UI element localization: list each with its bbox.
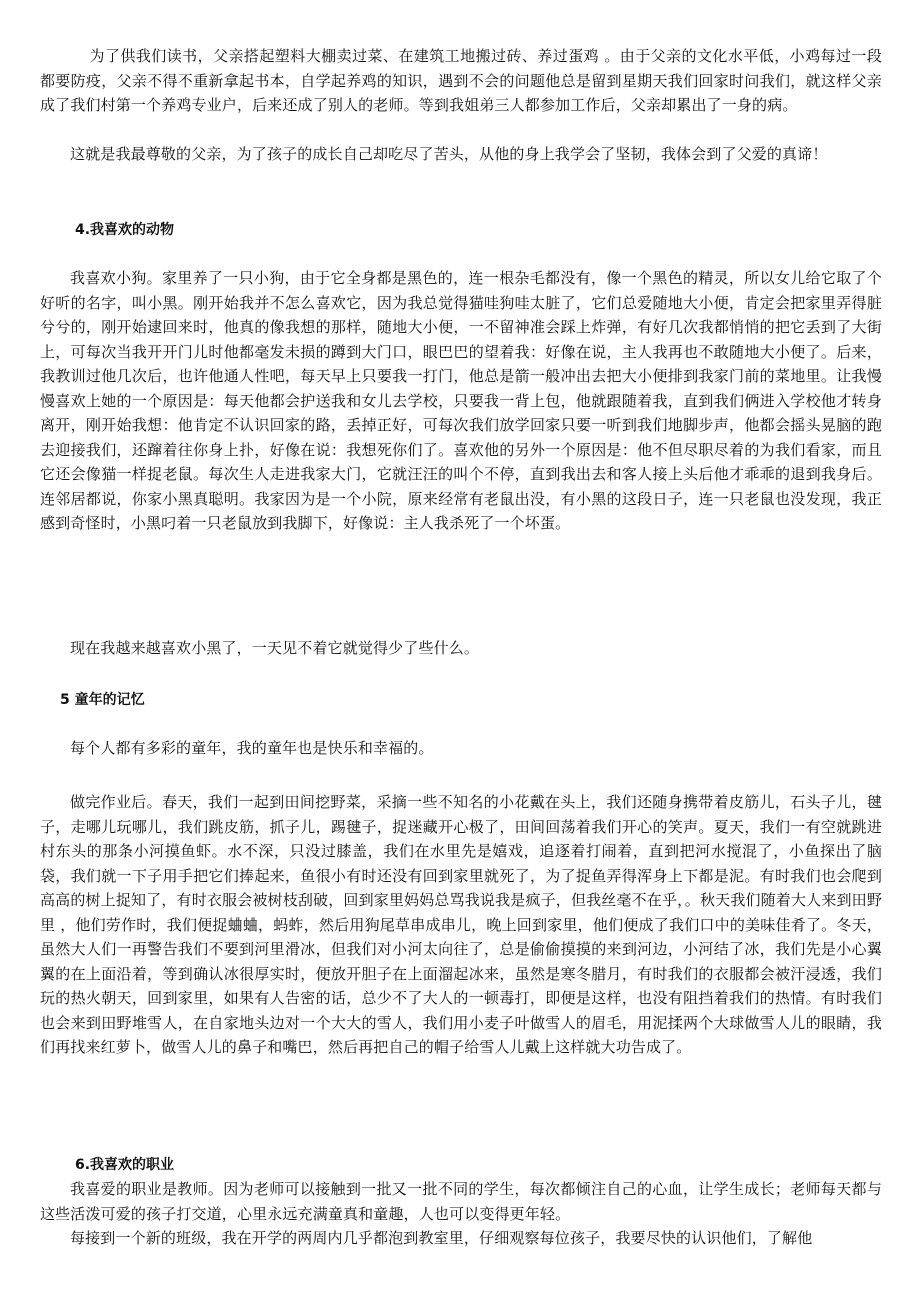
section-heading-career: 6.我喜欢的职业 (75, 1157, 175, 1173)
section-heading-animal: 4.我喜欢的动物 (75, 222, 175, 238)
career-paragraph-2: 每接到一个新的班级，我在开学的两周内几乎都泡到教室里，仔细观察每位孩子，我要尽快的认识他们，了解他 (70, 1229, 813, 1247)
father-paragraph-2: 这就是我最尊敬的父亲，为了孩子的成长自己却吃尽了苦头，从他的身上我学会了坚韧，我体会到了父爱的真谛！ (70, 145, 828, 163)
animal-paragraph-2: 现在我越来越喜欢小黑了，一天见不着它就觉得少了些什么。 (70, 639, 480, 657)
animal-paragraph-1: 我喜欢小狗。家里养了一只小狗，由于它全身都是黑色的，连一根杂毛都没有，像一个黑色的精灵，所以女儿给它取了个好听的名字，叫小黑。刚开始我并不怎么喜欢它，因为我总觉得猫哇狗哇太脏了，它们总爱随地大小便，肯定会把家里弄得脏兮兮的，刚开始逮回来时，他真的像我想的那样，随地大小便，一不留神准会踩上炸弹，有好几次我都悄悄的把它丢到了大街上，可每次当我开开门儿时他都毫发未损的蹲到大门口，眼巴巴的望着我：好像在说，主人我再也不敢随地大小便了。后来，我教训过他几次后，也许他通人性吧，每天早上只要我一打门，他总是箭一般冲出去把大小便排到我家门前的菜地里。让我慢慢喜欢上她的一个原因是：每天他都会护送我和女儿去学校，只要我一背上包，他就跟随着我，直到我们俩进入学校他才转身离开，刚开始我想：他肯定不认识回家的路，丢掉正好，可每次我们放学回家只要一听到我们地脚步声，他都会摇头晃脑的跑去迎接我们，还蹿着往你身上扑，好像在说：我想死你们了。喜欢他的另外一个原因是：他不但尽职尽着的为我们看家，而且它还会像猫一样捉老鼠。每次生人走进我家大门，它就汪汪的叫个不停，直到我出去和客人接上头后他才乖乖的退到我身后。连邻居都说，你家小黑真聪明。我家因为是一个小院，原来经常有老鼠出没，有小黑的这段日子，连一只老鼠也没发现，我正感到奇怪时，小黑叼着一只老鼠放到我脚下，好像说：主人我杀死了一个坏蛋。 (40, 269, 882, 532)
childhood-paragraph-2: 做完作业后。春天，我们一起到田间挖野菜，采摘一些不知名的小花戴在头上，我们还随身携带着皮筋儿，石头子儿，毽子，走哪儿玩哪儿，我们跳皮筋，抓子儿，踢毽子，捉迷藏开心极了，田间回荡着我们开心的笑声。夏天，我们一有空就跳进村东头的那条小河摸鱼虾。水不深，只没过膝盖，我们在水里先是嬉戏，追逐着打闹着，直到把河水搅混了，小鱼探出了脑袋，我们就一下子用手把它们捧起来，鱼很小有时还没有回到家里就死了，为了捉鱼弄得浑身上下都是泥。有时我们也会爬到高高的树上捉知了，有时衣服会被树枝刮破，回到家里妈妈总骂我说我是疯子，但我丝毫不在乎，。秋天我们随着大人来到田野里 ，他们劳作时，我们便捉蛐蛐，蚂蚱，然后用狗尾草串成串儿，晚上回到家里，他们便成了我们口中的美味佳肴了。冬天，虽然大人们一再警告我们不要到河里滑冰，但我们对小河太向往了，总是偷偷摸摸的来到河边，小河结了冰，我们先是小心翼翼的在上面沿着，等到确认冰很厚实时，便放开胆子在上面溜起冰来，虽然是寒冬腊月，有时我们的衣服都会被汗浸透，我们玩的热火朝天，回到家里，如果有人告密的话，总少不了大人的一顿毒打，即便是这样，也没有阻挡着我们的热情。有时我们也会来到田野堆雪人，在自家地头边对一个大大的雪人，我们用小麦子叶做雪人的眉毛，用泥揉两个大球做雪人儿的眼睛，我们再找来红萝卜，做雪人儿的鼻子和嘴巴，然后再把自己的帽子给雪人儿戴上这样就大功告成了。 (40, 793, 882, 1056)
career-paragraph-1: 我喜爱的职业是教师。因为老师可以接触到一批又一批不同的学生，每次都倾注自己的心血，让学生成长；老师每天都与这些活泼可爱的孩子打交道，心里永远充满童真和童趣，人也可以变得更年轻。 (40, 1180, 882, 1223)
childhood-paragraph-1: 每个人都有多彩的童年，我的童年也是快乐和幸福的。 (70, 739, 434, 757)
father-paragraph-1: 为了供我们读书，父亲搭起塑料大棚卖过菜、在建筑工地搬过砖、养过蛋鸡 。由于父亲的文化水平低，小鸡每过一段都要防疫，父亲不得不重新拿起书本，自学起养鸡的知识，遇到不会的问题他总是留到星期天我们回家时问我们，就这样父亲成了我们村第一个养鸡专业户，后来还成了别人的老师。等到我姐弟三人都参加工作后，父亲却累出了一身的病。 (40, 47, 882, 114)
section-heading-childhood: 5 童年的记忆 (60, 692, 145, 708)
